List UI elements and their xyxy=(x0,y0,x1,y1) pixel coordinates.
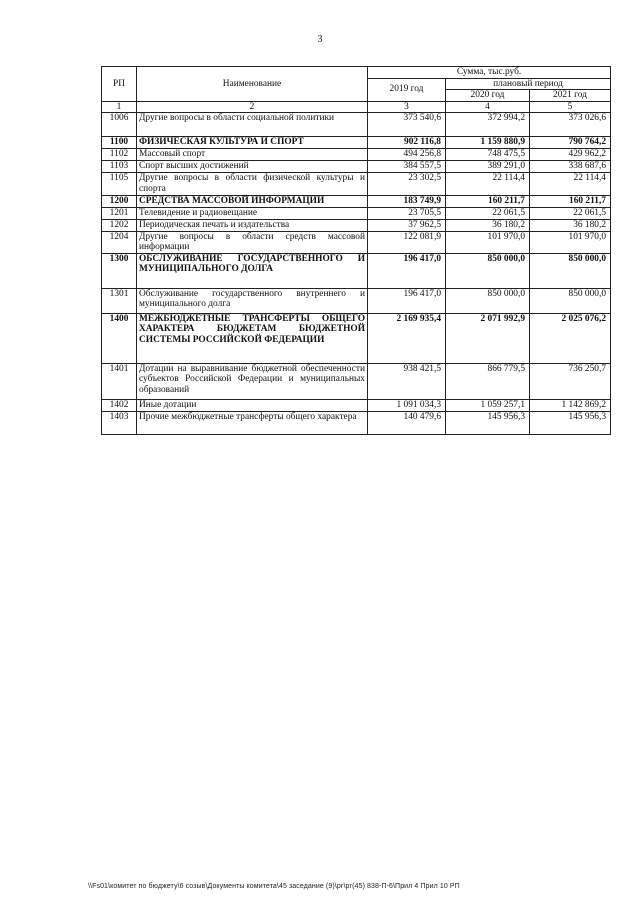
row-name: ФИЗИЧЕСКАЯ КУЛЬТУРА И СПОРТ xyxy=(137,137,368,149)
value-2020: 101 970,0 xyxy=(446,231,530,253)
value-2020: 22 114,4 xyxy=(446,173,530,195)
row-name: Обслуживание государственного внутреннего и муниципального долга xyxy=(137,288,368,313)
header-sum: Сумма, тыс.руб. xyxy=(368,67,611,79)
value-2019: 183 749,9 xyxy=(368,195,446,207)
row-name: Спорт высших достижений xyxy=(137,161,368,173)
table-row xyxy=(102,137,611,149)
table-row xyxy=(102,161,611,173)
value-2019: 196 417,0 xyxy=(368,288,446,313)
table-row xyxy=(102,253,611,288)
row-name: Телевидение и радиовещание xyxy=(137,207,368,219)
rp-code: 1202 xyxy=(102,219,137,231)
column-index: 5 xyxy=(530,101,611,113)
rp-code: 1102 xyxy=(102,149,137,161)
value-2021: 36 180,2 xyxy=(530,219,611,231)
value-2021: 2 025 076,2 xyxy=(530,313,611,363)
value-2021: 790 764,2 xyxy=(530,137,611,149)
table-row xyxy=(102,231,611,253)
table-row xyxy=(102,363,611,399)
value-2021: 160 211,7 xyxy=(530,195,611,207)
value-2019: 2 169 935,4 xyxy=(368,313,446,363)
column-index: 2 xyxy=(137,101,368,113)
value-2021: 22 061,5 xyxy=(530,207,611,219)
value-2020: 850 000,0 xyxy=(446,253,530,288)
rp-code: 1301 xyxy=(102,288,137,313)
rp-code: 1403 xyxy=(102,411,137,434)
row-name: Другие вопросы в области физической культуры и спорта xyxy=(137,173,368,195)
header-planned-period: плановый период xyxy=(446,78,611,90)
rp-code: 1400 xyxy=(102,313,137,363)
table-row xyxy=(102,399,611,411)
value-2021: 101 970,0 xyxy=(530,231,611,253)
file-path-footer: \\Fs01\комитет по бюджету\6 созыв\Документы комитета\45 заседание (9)\рг\рг(45) 838-П-6\Прил 4 Прил 10 РП xyxy=(88,883,460,890)
value-2019: 384 557,5 xyxy=(368,161,446,173)
value-2020: 36 180,2 xyxy=(446,219,530,231)
value-2019: 938 421,5 xyxy=(368,363,446,399)
value-2019: 140 479,6 xyxy=(368,411,446,434)
row-name: Другие вопросы в области средств массовой информации xyxy=(137,231,368,253)
rp-code: 1200 xyxy=(102,195,137,207)
table-row xyxy=(102,195,611,207)
value-2020: 2 071 992,9 xyxy=(446,313,530,363)
value-2021: 1 142 869,2 xyxy=(530,399,611,411)
column-index: 3 xyxy=(368,101,446,113)
value-2019: 122 081,9 xyxy=(368,231,446,253)
header-2020: 2020 год xyxy=(446,90,530,102)
header-2019: 2019 год xyxy=(368,78,446,101)
header-2021: 2021 год xyxy=(530,90,611,102)
row-name: Массовый спорт xyxy=(137,149,368,161)
value-2019: 37 962,5 xyxy=(368,219,446,231)
value-2020: 748 475,5 xyxy=(446,149,530,161)
value-2021: 736 250,7 xyxy=(530,363,611,399)
table-row xyxy=(102,207,611,219)
value-2019: 196 417,0 xyxy=(368,253,446,288)
header-rp: РП xyxy=(102,67,137,102)
table-row xyxy=(102,411,611,434)
table-row xyxy=(102,113,611,137)
value-2019: 23 705,5 xyxy=(368,207,446,219)
row-name: МЕЖБЮДЖЕТНЫЕ ТРАНСФЕРТЫ ОБЩЕГО ХАРАКТЕРА БЮДЖЕТАМ БЮДЖЕТНОЙ СИСТЕМЫ РОССИЙСКОЙ ФЕДЕРАЦИИ xyxy=(137,313,368,363)
value-2020: 866 779,5 xyxy=(446,363,530,399)
header-name: Наименование xyxy=(137,67,368,102)
rp-code: 1100 xyxy=(102,137,137,149)
value-2019: 373 540,6 xyxy=(368,113,446,137)
value-2020: 145 956,3 xyxy=(446,411,530,434)
table-row xyxy=(102,173,611,195)
rp-code: 1204 xyxy=(102,231,137,253)
value-2021: 338 687,6 xyxy=(530,161,611,173)
value-2020: 372 994,2 xyxy=(446,113,530,137)
row-name: Иные дотации xyxy=(137,399,368,411)
row-name: Периодическая печать и издательства xyxy=(137,219,368,231)
value-2020: 1 059 257,1 xyxy=(446,399,530,411)
value-2021: 429 962,2 xyxy=(530,149,611,161)
table-row xyxy=(102,313,611,363)
value-2021: 850 000,0 xyxy=(530,288,611,313)
value-2021: 850 000,0 xyxy=(530,253,611,288)
column-index: 1 xyxy=(102,101,137,113)
row-name: Дотации на выравнивание бюджетной обеспеченности субъектов Российской Федерации и муниципальных образований xyxy=(137,363,368,399)
value-2020: 850 000,0 xyxy=(446,288,530,313)
column-index: 4 xyxy=(446,101,530,113)
value-2020: 22 061,5 xyxy=(446,207,530,219)
rp-code: 1201 xyxy=(102,207,137,219)
rp-code: 1103 xyxy=(102,161,137,173)
table-row xyxy=(102,219,611,231)
value-2021: 22 114,4 xyxy=(530,173,611,195)
table-row xyxy=(102,149,611,161)
value-2019: 23 302,5 xyxy=(368,173,446,195)
value-2020: 1 159 880,9 xyxy=(446,137,530,149)
value-2020: 160 211,7 xyxy=(446,195,530,207)
value-2021: 373 026,6 xyxy=(530,113,611,137)
row-name: Прочие межбюджетные трансферты общего характера xyxy=(137,411,368,434)
value-2019: 494 256,8 xyxy=(368,149,446,161)
value-2019: 902 116,8 xyxy=(368,137,446,149)
row-name: Другие вопросы в области социальной политики xyxy=(137,113,368,137)
rp-code: 1006 xyxy=(102,113,137,137)
row-name: СРЕДСТВА МАССОВОЙ ИНФОРМАЦИИ xyxy=(137,195,368,207)
row-name: ОБСЛУЖИВАНИЕ ГОСУДАРСТВЕННОГО И МУНИЦИПАЛЬНОГО ДОЛГА xyxy=(137,253,368,288)
page-number: 3 xyxy=(317,34,323,45)
value-2021: 145 956,3 xyxy=(530,411,611,434)
rp-code: 1300 xyxy=(102,253,137,288)
budget-table xyxy=(101,66,611,435)
rp-code: 1401 xyxy=(102,363,137,399)
value-2020: 389 291,0 xyxy=(446,161,530,173)
value-2019: 1 091 034,3 xyxy=(368,399,446,411)
rp-code: 1402 xyxy=(102,399,137,411)
table-row xyxy=(102,288,611,313)
rp-code: 1105 xyxy=(102,173,137,195)
